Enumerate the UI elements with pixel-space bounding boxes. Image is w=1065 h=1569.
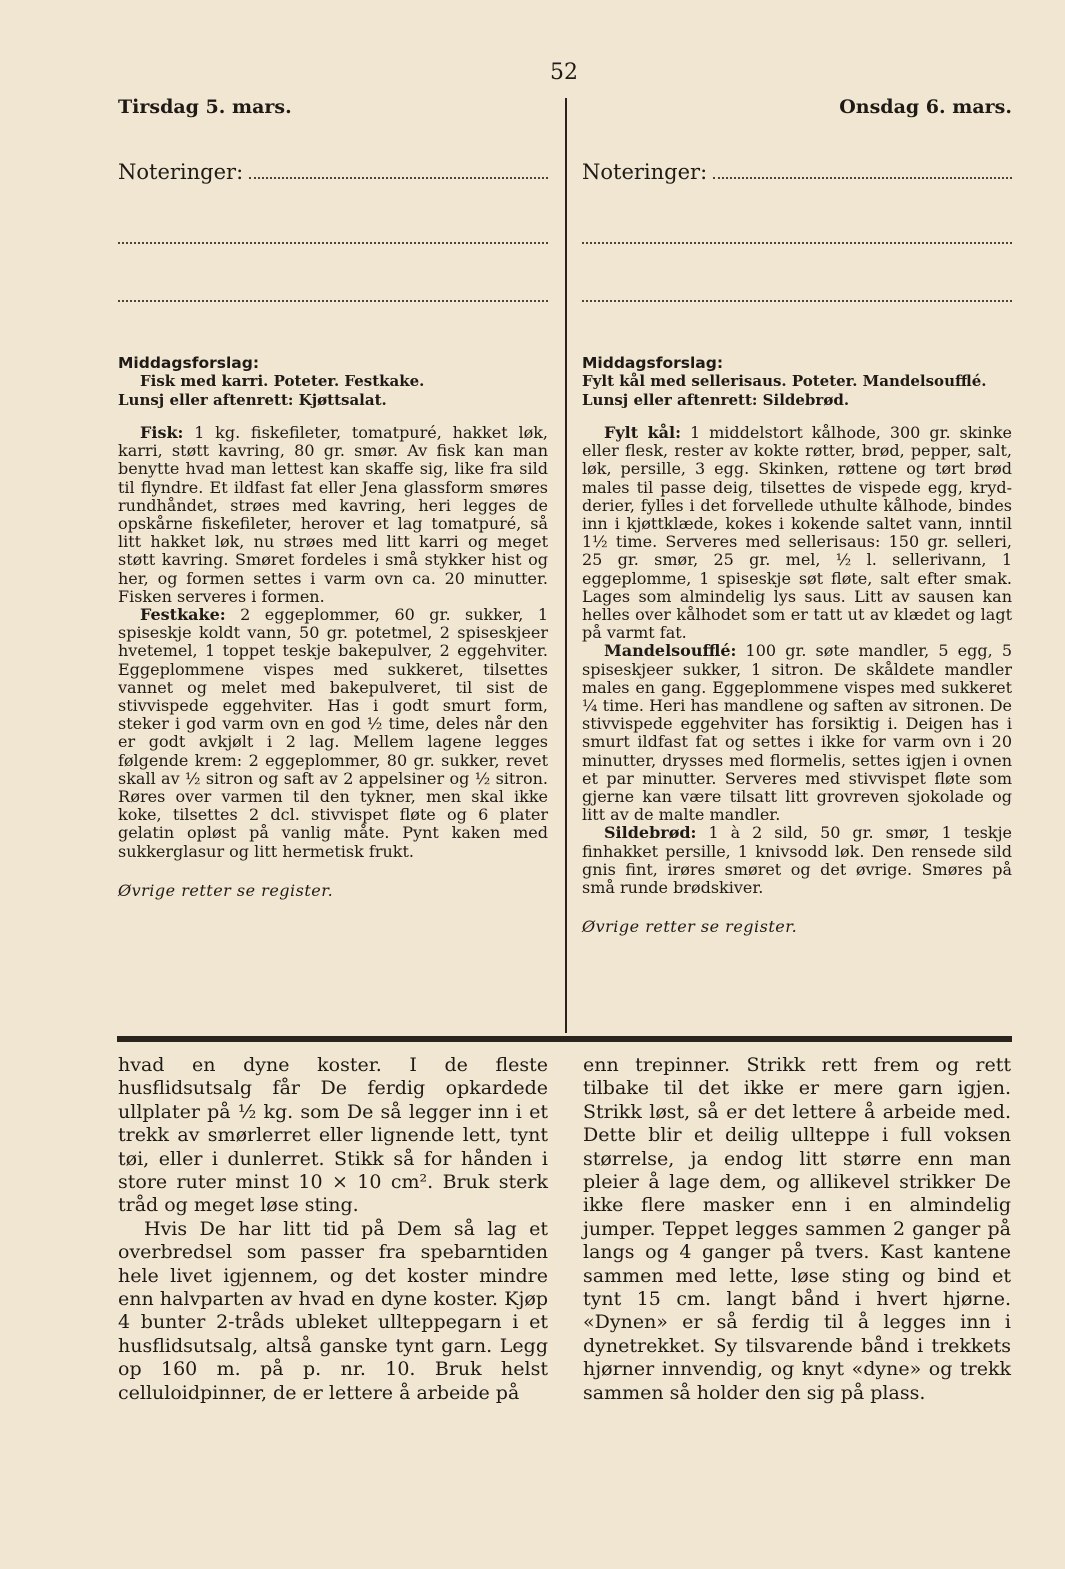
dotted-line	[118, 241, 548, 244]
left-see-register: Øvrige retter se register.	[118, 880, 334, 900]
right-notes-line	[582, 160, 1012, 186]
article-paragraph: Hvis De har litt tid på Dem så lag et overbredsel som passer fra spebarntiden hele livet igjennem, og det koster mindre enn halvparten av hvad en dyne koster. Kjøp 4 bunter 2-tråds ubleket ullteppegarn i et husflidsutsalg, altså ganske tynt garn. Legg op 160 m. på p. nr. 10. Bruk helst celluloidpinner, de er lettere å arbeide på	[118, 1217, 548, 1404]
recipe-heading: Festkake:	[140, 605, 226, 625]
left-lunch-line: Lunsj eller aftenrett: Kjøttsalat.	[118, 391, 387, 409]
recipe-text: 2 eggeplommer, 60 gr. sukker, 1 spiseskje koldt vann, 50 gr. potetmel, 2 spiseskjeer hvetemel, 1 toppet teskje bakepulver, 2 eggehviter. Eggeplommene vispes med sukkeret, tilsettes vannet og melet med bakepulveret, til sist de stivvispede eggehviter. Has i godt smurt form, steker i god varm ovn en god ½ time, deles når den er godt avkjølt i 2 lag. Mellem lagene legges følgende krem: 2 eggeplommer, 80 gr. sukker, revet skall av ½ sitron og saft av 2 appelsiner og ½ sitron. Røres over varmen til den tykner, men skal ikke koke, tilsettes 2 dcl. stivvispet fløte og 6 plater gelatin opløst på vanlig måte. Pynt kaken med sukkerglasur og litt hermetisk frukt.	[118, 605, 548, 861]
recipe-text: 100 gr. søte mandler, 5 egg, 5 spiseskjeer sukker, 1 sitron. De skåldete mandler males en gang. Eggeplommene vispes med sukkeret ¼ time. Heri has mandlene og saften av sitronen. De stivvispede eggehviter has forsiktig i. Deigen has i smurt ildfast fat og settes i ikke for varm ovn i 20 minutter, drysses med flormelis, settes igjen i ovnen et par minutter. Serveres med stivvispet fløte som gjerne kan være tilsatt litt grovreven sjokolade og litt av de malte mandler.	[582, 641, 1012, 825]
right-notes-label: Noteringer:	[582, 160, 708, 184]
right-recipe-almond-souffle	[582, 642, 1012, 824]
article-right-column	[583, 1054, 1011, 1405]
right-see-register: Øvrige retter se register.	[582, 917, 798, 937]
left-notes-line	[118, 160, 548, 186]
right-dinner-suggestion-label: Middagsforslag:	[582, 354, 724, 372]
dotted-line	[713, 163, 1012, 179]
dotted-line	[118, 299, 548, 302]
right-menu-line: Fylt kål med sellerisaus. Poteter. Mandelsoufflé.	[582, 372, 987, 390]
recipe-heading: Fisk:	[140, 423, 184, 442]
recipe-heading: Sildebrød:	[604, 823, 697, 843]
right-day-column	[582, 96, 1012, 936]
left-recipe-cake	[118, 606, 548, 861]
left-day-title: Tirsdag 5. mars.	[118, 96, 292, 118]
page-number: 52	[550, 60, 578, 85]
left-notes-label: Noteringer:	[118, 160, 244, 184]
right-lunch-line: Lunsj eller aftenrett: Sildebrød.	[582, 391, 850, 409]
recipe-text: 1 kg. fiskefileter, tomatpuré, hakket løk, karri, støtt kavring, 80 gr. smør. Av fisk kan man benytte hvad man lettest kan skaffe sig, like fra sild til flyndre. Et ildfast fat eller Jena glassform smøres rundhåndet, strøes med kavring, heri legges de opskårne fiskefileter, herover et lag tomatpuré, så litt hakket løk, nu strøes med litt karri og meget støtt kavring. Smøret fordeles i små stykker hist og her, og formen settes i varm ovn ca. 20 minutter. Fisken serveres i formen.	[118, 423, 548, 606]
left-recipe-fish	[118, 424, 548, 606]
article-left-column	[118, 1054, 548, 1405]
recipe-heading: Fylt kål:	[604, 423, 682, 442]
left-menu-line: Fisk med karri. Poteter. Festkake.	[140, 372, 425, 390]
recipe-text: 1 middelstort kålhode, 300 gr. skinke eller flesk, rester av kokte røtter, brød, pepper, salt, løk, persille, 3 egg. Skinken, røttene og tørt brød males til passe deig, tilsettes de vispede egg, krydderier, fylles i det forvellede uthulte kålhode, bindes inn i kjøttklæde, kokes i kokende saltet vann, inntil 1½ time. Serveres med sellerisaus: 150 gr. selleri, 25 gr. smør, 25 gr. mel, ½ l. sellerivann, 1 eggeplomme, 1 spiseskje søt fløte, salt efter smak. Lages som almindelig lys saus. Litt av sausen kan helles over kålhodet som er tatt ut av klædet og lagt på varmt fat.	[582, 423, 1012, 643]
left-day-column	[118, 96, 548, 900]
left-dinner-suggestion-label: Middagsforslag:	[118, 354, 260, 372]
section-divider	[117, 1036, 1012, 1042]
right-recipe-stuffed-cabbage	[582, 424, 1012, 642]
column-divider	[565, 98, 567, 1033]
recipe-text: 1 à 2 sild, 50 gr. smør, 1 teskje finhakket persille, 1 knivsodd løk. Den rensede sild gnis fint, irøres smøret og det øvrige. Smøres på små runde brødskiver.	[582, 823, 1012, 898]
dotted-line	[582, 241, 1012, 244]
article-paragraph: hvad en dyne koster. I de fleste husflidsutsalg får De ferdig opkardede ullplater på ½ kg. som De så legger inn i et trekk av smørlerret eller lignende lett, tynt tøi, eller i dunlerret. Stikk så for hånden i store ruter minst 10 × 10 cm². Bruk sterk tråd og meget løse sting.	[118, 1054, 548, 1217]
dotted-line	[582, 299, 1012, 302]
right-day-title: Onsdag 6. mars.	[839, 96, 1012, 118]
article-paragraph: enn trepinner. Strikk rett frem og rett tilbake til det ikke er mere garn igjen. Strikk løst, så er det lettere å arbeide med. Dette blir et deilig ullteppe i full voksen størrelse, ja endog litt større enn man pleier å lage dem, og allikevel strikker De ikke flere masker enn i en almindelig jumper. Teppet legges sammen 2 ganger på langs og 4 ganger på tvers. Kast kantene sammen med lette, løse sting og bind et tynt 15 cm. langt bånd i hvert hjørne. «Dynen» er så ferdig til å legges inn i dynetrekket. Sy tilsvarende bånd i trekkets hjørner innvendig, og knyt «dyne» og trekk sammen så holder den sig på plass.	[583, 1054, 1011, 1404]
dotted-line	[249, 163, 548, 179]
right-recipe-herring-bread	[582, 824, 1012, 897]
recipe-heading: Mandelsoufflé:	[604, 641, 737, 661]
